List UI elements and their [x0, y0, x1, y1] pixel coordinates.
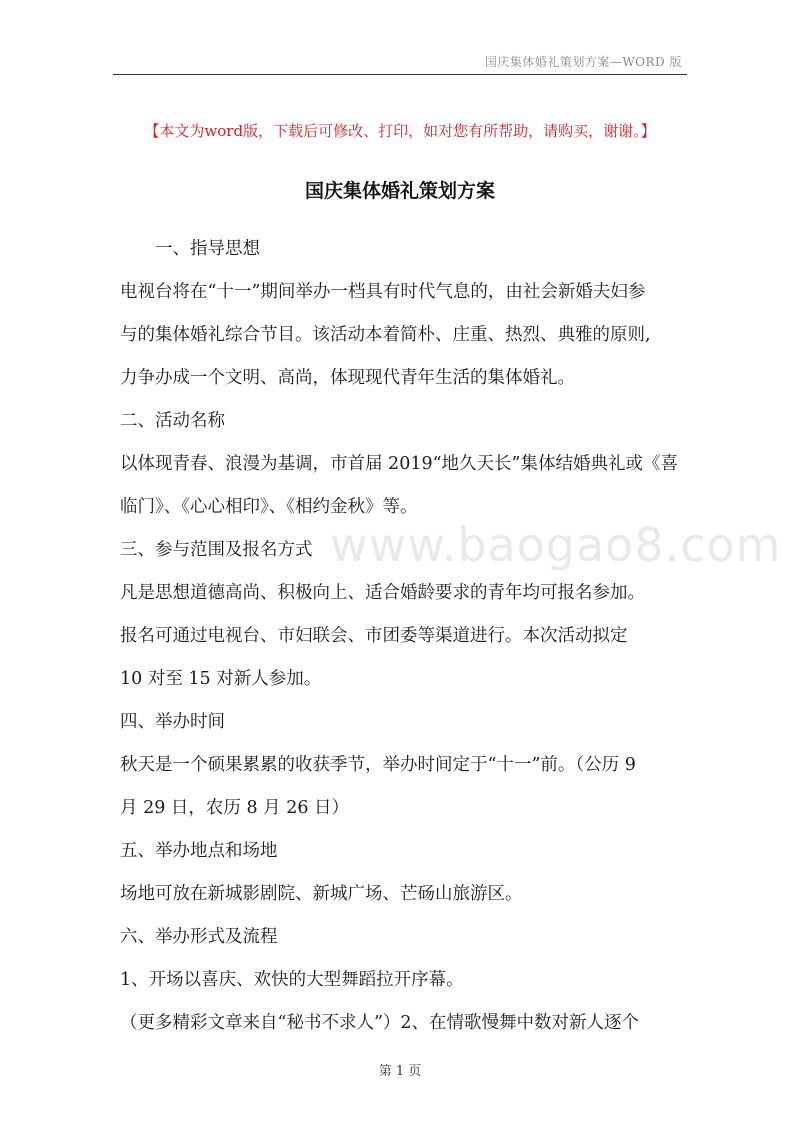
purchase-notice: 【本文为word版，下载后可修改、打印，如对您有所帮助，请购买，谢谢。】: [144, 122, 656, 140]
page-number: 第 1 页: [378, 1064, 422, 1079]
body-line: 力争办成一个文明、高尚，体现现代青年生活的集体婚礼。: [120, 368, 575, 388]
section-heading-venue: 五、举办地点和场地: [120, 841, 278, 861]
section-heading-guiding-idea: 一、指导思想: [155, 239, 260, 259]
document-title: 国庆集体婚礼策划方案: [304, 180, 495, 202]
body-line: 凡是思想道德高尚、积极向上、适合婚龄要求的青年均可报名参加。: [120, 583, 645, 603]
running-header: 国庆集体婚礼策划方案—WORD 版: [484, 55, 682, 69]
body-line: 与的集体婚礼综合节目。该活动本着简朴、庄重、热烈、典雅的原则,: [120, 325, 651, 345]
section-heading-format: 六、举办形式及流程: [120, 927, 278, 947]
body-line: 秋天是一个硕果累累的收获季节，举办时间定于“十一”前。（公历 9: [120, 755, 636, 775]
body-line: 月 29 日，农历 8 月 26 日）: [120, 798, 350, 818]
body-line: 报名可通过电视台、市妇联会、市团委等渠道进行。本次活动拟定: [120, 626, 628, 646]
watermark: www.baogao8.com: [330, 518, 782, 572]
body-line: 临门》、《心心相印》、《相约金秋》等。: [120, 497, 418, 517]
body-line: （更多精彩文章来自“秘书不求人”）2、在情歌慢舞中数对新人逐个: [120, 1013, 640, 1033]
body-line: 10 对至 15 对新人参加。: [120, 669, 322, 689]
body-line: 电视台将在“十一”期间举办一档具有时代气息的，由社会新婚夫妇参: [120, 282, 646, 302]
section-heading-activity-name: 二、活动名称: [120, 411, 225, 431]
body-line: 以体现青春、浪漫为基调，市首届 2019“地久天长”集体结婚典礼或《喜: [120, 454, 678, 474]
body-line: 1、开场以喜庆、欢快的大型舞蹈拉开序幕。: [120, 970, 464, 990]
section-heading-time: 四、举办时间: [120, 712, 225, 732]
header-rule: [113, 74, 687, 75]
section-heading-participation: 三、参与范围及报名方式: [120, 540, 313, 560]
body-line: 场地可放在新城影剧院、新城广场、芒砀山旅游区。: [120, 884, 523, 904]
